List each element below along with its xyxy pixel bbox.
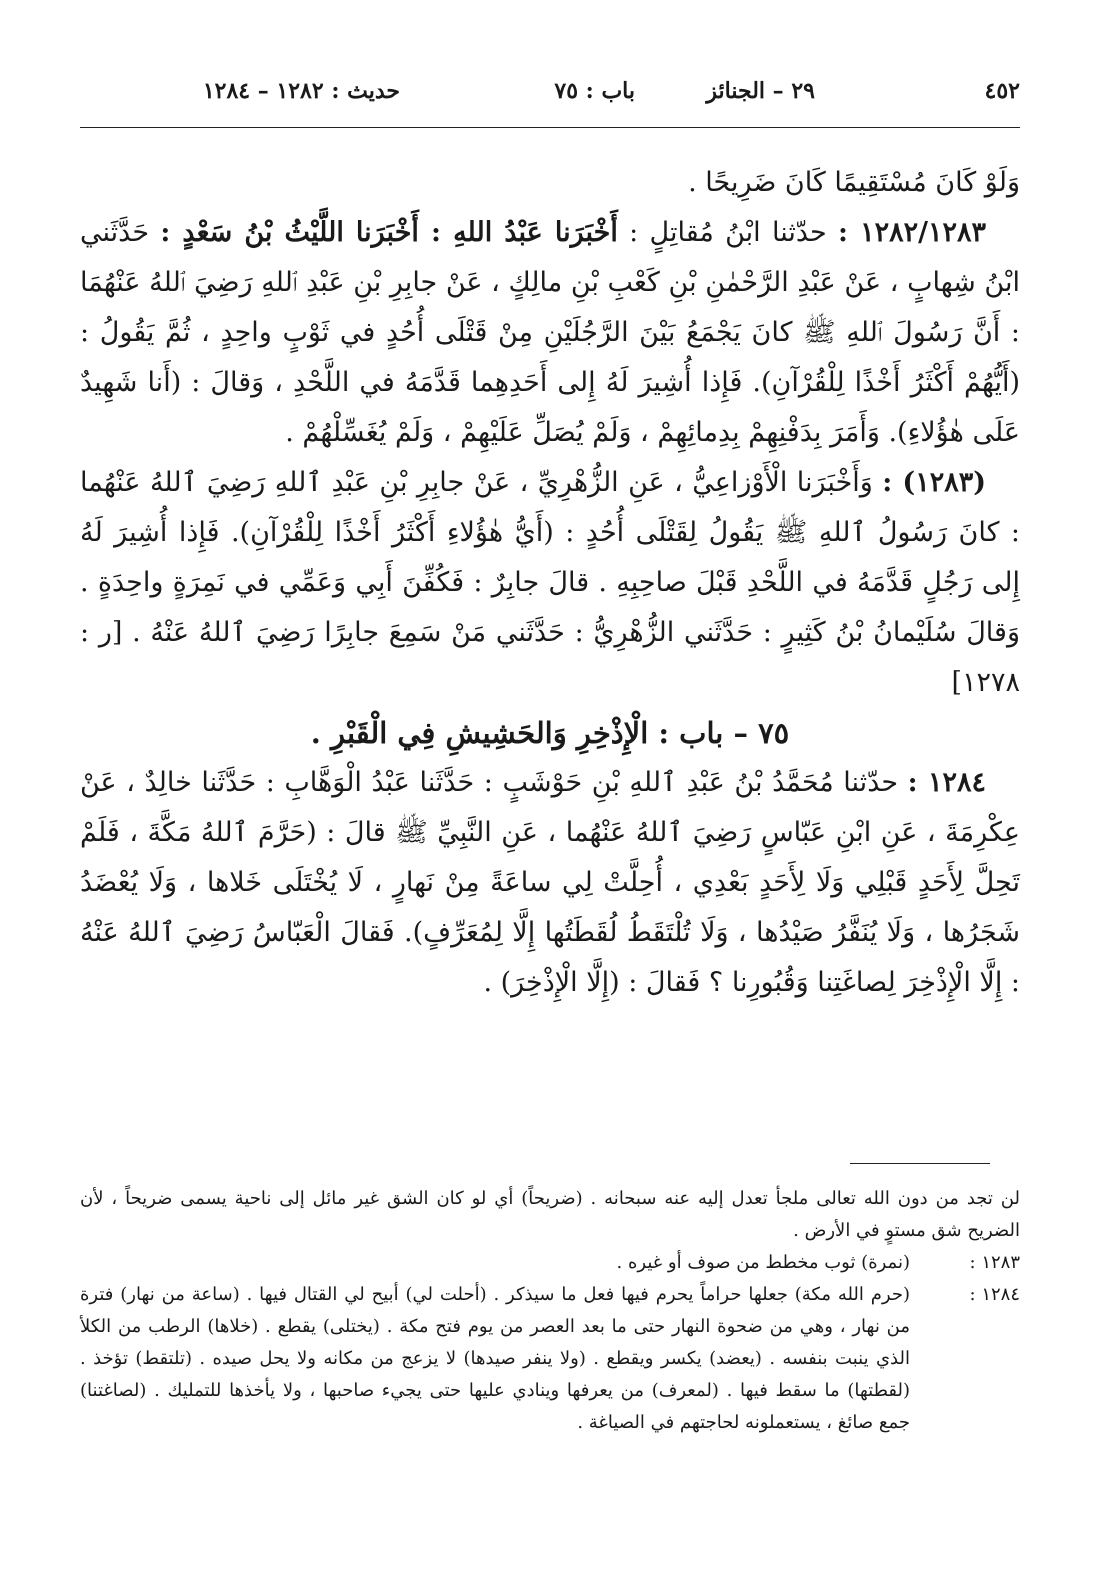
hadith-number: ١٢٨٤ : — [907, 767, 987, 798]
footnote-text: (حرم الله مكة) جعلها حراماً يحرم فيها فعل ما سيذكر . (أحلت لي) أبيح لي القتال فيها . (ساعة من نهار) فترة من نهار ، وهي من ضحوة النهار حتى ما بعد العصر من يوم فتح مكة . (يختلى) يقطع . (خلاها) الرطب من الكلأ الذي ينبت بنفسه . (يعضد) يكسر ويقطع . (ولا ينفر صيدها) لا يزعج من مكانه ولا يحل صيده . (تلتقط) تؤخذ . (لقطتها) ما سقط فيها . (لمعرف) من يعرفها وينادي عليها حتى يجيء صاحبها ، ولا يأخذها للتمليك . (لصاغتنا) جمع صائغ ، يستعملونه لحاجتهم في الصياغة . — [80, 1284, 910, 1433]
hadith-1282 — [80, 208, 1020, 458]
chapter-heading: ٧٥ – باب : الْإِذْخِرِ وَالحَشِيشِ فِي الْقَبْرِ . — [310, 716, 790, 750]
hadith-1284 — [80, 758, 1020, 1008]
footnote-text: (نمرة) ثوب مخطط من صوف أو غيره . — [616, 1252, 910, 1273]
page-number: ٤٥٢ — [984, 78, 1020, 104]
chapter-number: باب : ٧٥ — [554, 78, 635, 104]
header-divider — [80, 127, 1020, 128]
footnote-divider — [850, 1163, 990, 1164]
footnote-number: ١٢٨٤ : — [969, 1284, 1020, 1305]
hadith-1283 — [80, 458, 1020, 708]
book-title: ٢٩ – الجنائز — [706, 78, 815, 104]
running-header — [80, 78, 1020, 122]
main-text — [80, 158, 1020, 1008]
hadith-body: حَدَّثَني ابْنُ شِهابٍ ، عَنْ عَبْدِ الرَّحْمٰنِ بْنِ كَعْبِ بْنِ مالِكٍ ، عَنْ جابِرِ بْنِ عَبْدِ ٱللهِ رَضِيَ ٱللهُ عَنْهُمَا : أَنَّ رَسُولَ ٱللهِ ﷺ كانَ يَجْمَعُ بَيْنَ الرَّجُلَيْنِ مِنْ قَتْلَى أُحُدٍ في ثَوْبٍ واحِدٍ ، ثُمَّ يَقُولُ : (أَيُّهُمْ أَكْثَرُ أَخْذًا لِلْقُرْآنِ). فَإِذا أُشِيرَ لَهُ إِلى أَحَدِهِما قَدَّمَهُ في اللَّحْدِ ، وَقالَ : (أَنا شَهِيدٌ عَلَى هٰؤُلاءِ). وَأَمَرَ بِدَفْنِهِمْ بِدِمائِهِمْ ، وَلَمْ يُصَلِّ عَلَيْهِمْ ، وَلَمْ يُغَسِّلْهُمْ . — [80, 217, 1021, 448]
footnote-number: ١٢٨٣ : — [969, 1252, 1020, 1273]
hadith-body: وَأَخْبَرَنا الْأَوْزاعِيُّ ، عَنِ الزُّهْرِيِّ ، عَنْ جابِرِ بْنِ عَبْدِ ٱللهِ رَضِيَ ٱللهُ عَنْهُما : كانَ رَسُولُ ٱللهِ ﷺ يَقُولُ لِقَتْلَى أُحُدٍ : (أَيُّ هٰؤُلاءِ أَكْثَرُ أَخْذًا لِلْقُرْآنِ). فَإِذا أُشِيرَ لَهُ إِلى رَجُلٍ قَدَّمَهُ في اللَّحْدِ قَبْلَ صاحِبِهِ . قالَ جابِرٌ : فَكُفِّنَ أَبِي وَعَمِّي في نَمِرَةٍ واحِدَةٍ . وَقالَ سُلَيْمانُ بْنُ كَثِيرٍ : حَدَّثَني الزُّهْرِيُّ : حَدَّثَني مَنْ سَمِعَ جابِرًا رَضِيَ ٱللهُ عَنْهُ . — [80, 467, 1020, 648]
footnote-continuation: لن تجد من دون الله تعالى ملجأ تعدل إليه عنه سبحانه . (ضريحاً) أي لو كان الشق غير مائل إلى ناحية يسمى ضريحاً ، لأن الضريح شق مستوٍ في الأرض . — [80, 1188, 1020, 1241]
footnotes — [80, 1183, 1020, 1439]
hadith-number: ١٢٨٢/١٢٨٣ : — [838, 217, 986, 248]
continuation-line: وَلَوْ كَانَ مُسْتَقِيمًا كَانَ ضَرِيحًا . — [688, 167, 1020, 198]
cross-reference: [ر : ١٢٧٨] — [80, 617, 1020, 698]
hadith-number: (١٢٨٣) : — [882, 467, 986, 498]
hadith-range: حديث : ١٢٨٢ – ١٢٨٤ — [202, 78, 400, 104]
hadith-body: حدّثنا مُحَمَّدُ بْنُ عَبْدِ ٱللهِ بْنِ حَوْشَبٍ : حَدَّثَنا عَبْدُ الْوَهَّابِ : حَدَّثَنا خالِدٌ ، عَنْ عِكْرِمَةَ ، عَنِ ابْنِ عَبّاسٍ رَضِيَ ٱللهُ عَنْهُما ، عَنِ النَّبِيِّ ﷺ قالَ : (حَرَّمَ ٱللهُ مَكَّةَ ، فَلَمْ تَحِلَّ لِأَحَدٍ قَبْلِي وَلَا لِأَحَدٍ بَعْدِي ، أُحِلَّتْ لِي ساعَةً مِنْ نَهارٍ ، لَا يُخْتَلَى خَلاها ، وَلَا يُعْضَدُ شَجَرُها ، وَلَا يُنَفَّرُ صَيْدُها ، وَلَا تُلْتَقَطُ لُقَطَتُها إِلَّا لِمُعَرِّفٍ). فَقالَ الْعَبّاسُ رَضِيَ ٱللهُ عَنْهُ : إِلَّا الْإِذْخِرَ لِصاغَتِنا وَقُبُورِنا ؟ فَقالَ : (إِلَّا الْإِذْخِرَ) . — [80, 767, 1020, 998]
footnote-1284 — [80, 1279, 1020, 1439]
footnote-1283 — [80, 1247, 1020, 1279]
hadith-isnad-start: حدّثنا ابْنُ مُقاتِلٍ : — [629, 217, 827, 248]
hadith-isnad-bold: أَخْبَرَنا عَبْدُ اللهِ : أَخْبَرَنا اللَّيْثُ بْنُ سَعْدٍ : — [160, 217, 618, 248]
